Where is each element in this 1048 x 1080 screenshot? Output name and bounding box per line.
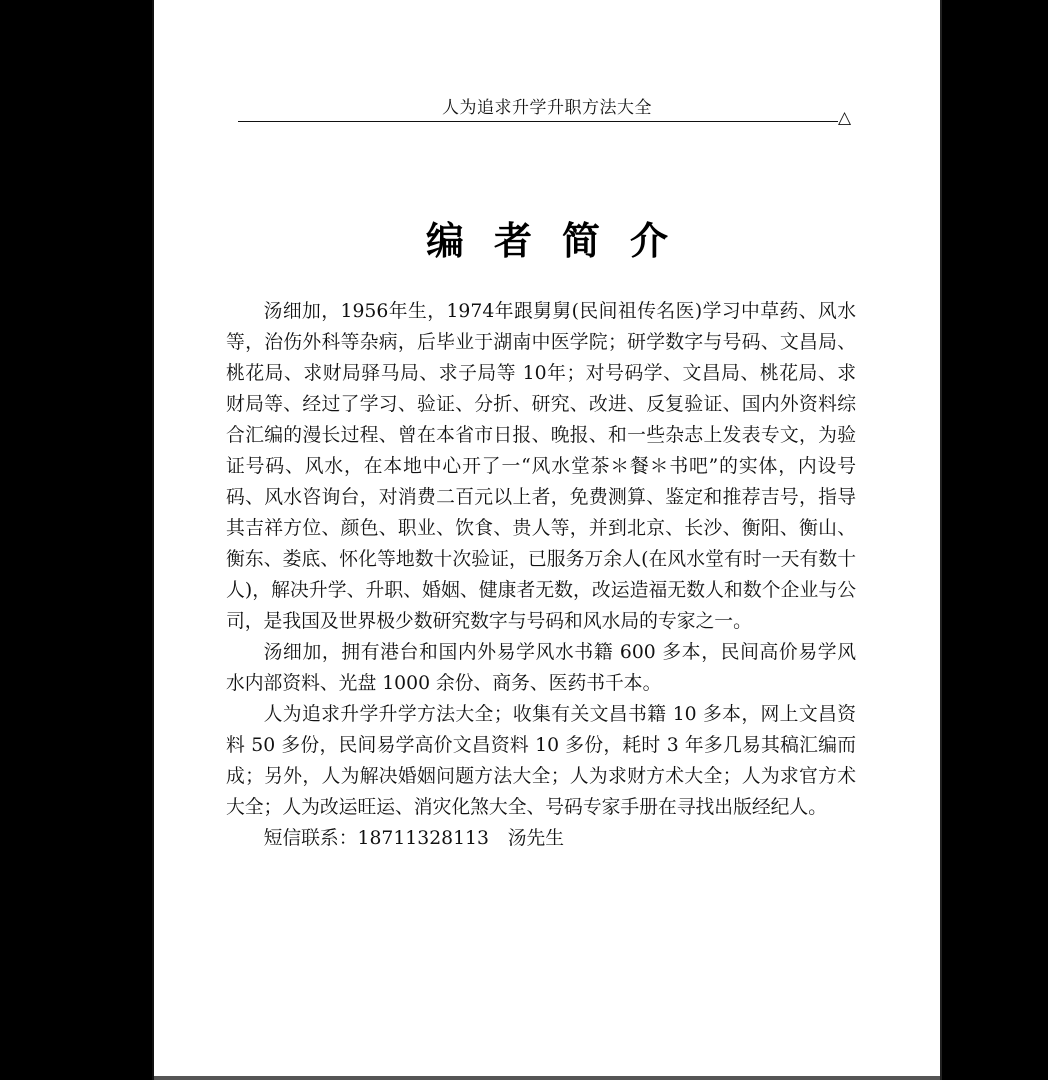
paragraph-book-info: 人为追求升学升学方法大全；收集有关文昌书籍 10 多本，网上文昌资料 50 多份，民间易学高价文昌资料 10 多份，耗时 3 年多几易其稿汇编而成；另外，人为解决婚姻问题方法大全；人为求财方术大全；人为求官方术大全；人为改运旺运、消灾化煞大全、号码专家手册在寻找出版经纪人。 (226, 704, 856, 818)
paragraph-contact: 短信联系：18711328113 汤先生 (263, 828, 565, 849)
paragraph-collection: 汤细加，拥有港台和国内外易学风水书籍 600 多本，民间高价易学风水内部资料、光盘 1000 余份、商务、医药书千本。 (226, 642, 856, 694)
triangle-icon: △ (838, 108, 852, 128)
book-page (152, 0, 942, 1080)
running-header: 人为追求升学升职方法大全 (442, 98, 652, 118)
page-bottom-edge (154, 1076, 940, 1080)
section-title: 编者简介 (425, 219, 698, 263)
body-text (226, 296, 856, 854)
header-rule (238, 121, 838, 122)
paragraph-biography: 汤细加，1956年生，1974年跟舅舅(民间祖传名医)学习中草药、风水等，治伤外科等杂病，后毕业于湖南中医学院；研学数字与号码、文昌局、桃花局、求财局驿马局、求子局等 10年；对号码学、文昌局、桃花局、求财局等、经过了学习、验证、分折、研究、改进、反复验证、国内外资料综合汇编的漫长过程、曾在本省市日报、晚报、和一些杂志上发表专文，为验证号码、风水，在本地中心开了一“风水堂茶＊餐＊书吧”的实体，内设号码、风水咨询台，对消费二百元以上者，免费测算、鉴定和推荐吉号，指导其吉祥方位、颜色、职业、饮食、贵人等，并到北京、长沙、衡阳、衡山、衡东、娄底、怀化等地数十次验证，已服务万余人(在风水堂有时一天有数十人)，解决升学、升职、婚姻、健康者无数，改运造福无数人和数个企业与公司，是我国及世界极少数研究数字与号码和风水局的专家之一。 (226, 301, 856, 632)
